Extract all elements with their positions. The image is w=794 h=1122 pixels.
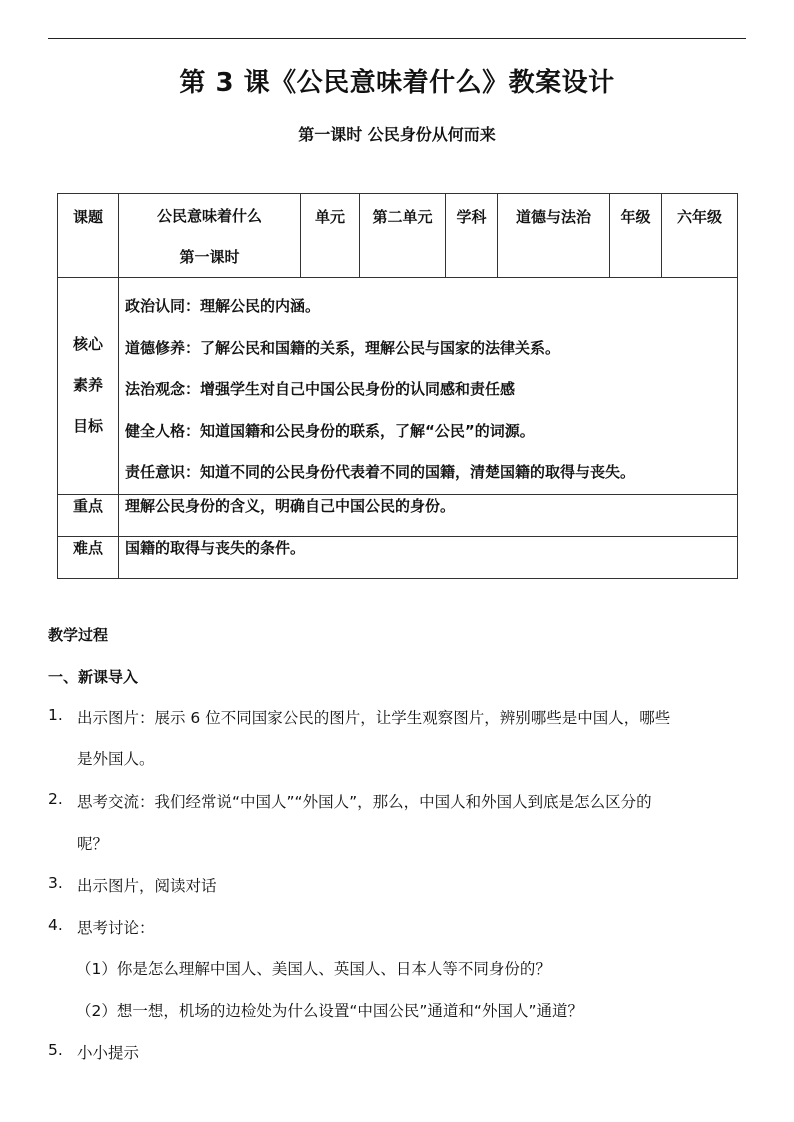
sub-list-item: （2）想一想，机场的边检处为什么设置“中国公民”通道和“外国人”通道？ bbox=[76, 1002, 583, 1020]
key-point-label: 重点 bbox=[58, 494, 119, 536]
lesson-plan-table bbox=[57, 193, 738, 579]
core-label-line: 素养 bbox=[72, 376, 103, 395]
goal-item: 法治观念：增强学生对自己中国公民身份的认同感和责任感 bbox=[125, 380, 516, 398]
document-subtitle: 第一课时 公民身份从何而来 bbox=[298, 125, 496, 144]
subject-label: 学科 bbox=[456, 208, 487, 226]
section-heading-intro: 一、新课导入 bbox=[48, 668, 139, 686]
list-text: 呢？ bbox=[77, 835, 109, 853]
table-row bbox=[58, 536, 738, 578]
goal-item: 健全人格：知道国籍和公民身份的联系，了解“公民”的词源。 bbox=[125, 421, 535, 440]
list-number: 4. bbox=[48, 916, 63, 934]
table-row bbox=[58, 194, 738, 278]
list-text: 是外国人。 bbox=[77, 750, 155, 768]
list-number: 2. bbox=[48, 790, 63, 808]
core-label-line: 核心 bbox=[72, 335, 103, 354]
difficult-point-value: 国籍的取得与丧失的条件。 bbox=[119, 536, 738, 578]
grade-label: 年级 bbox=[620, 208, 651, 226]
document-title: 第 3 课《公民意味着什么》教案设计 bbox=[179, 68, 615, 98]
unit-label-cell bbox=[301, 194, 360, 278]
core-label-line: 目标 bbox=[72, 417, 103, 436]
sub-list-item: （1）你是怎么理解中国人、美国人、英国人、日本人等不同身份的？ bbox=[76, 960, 551, 978]
subject-value: 道德与法治 bbox=[515, 208, 591, 226]
topic-label: 课题 bbox=[72, 208, 103, 226]
list-text: 思考交流：我们经常说“中国人”“外国人”，那么，中国人和外国人到底是怎么区分的 bbox=[77, 793, 652, 811]
header-rule bbox=[48, 38, 746, 39]
table-row bbox=[58, 278, 738, 495]
list-number: 1. bbox=[48, 706, 63, 724]
grade-value-cell bbox=[662, 194, 738, 278]
goal-item: 道德修养：了解公民和国籍的关系，理解公民与国家的法律关系。 bbox=[125, 338, 561, 357]
grade-value: 六年级 bbox=[676, 208, 722, 226]
list-number: 3. bbox=[48, 874, 63, 892]
core-goals-cell bbox=[119, 278, 738, 495]
list-text: 小小提示 bbox=[77, 1044, 140, 1062]
goal-item: 政治认同：理解公民的内涵。 bbox=[125, 297, 321, 315]
grade-label-cell bbox=[610, 194, 662, 278]
subject-value-cell bbox=[498, 194, 610, 278]
topic-line2: 第一课时 bbox=[179, 248, 240, 266]
process-heading: 教学过程 bbox=[48, 626, 109, 644]
list-text: 出示图片，阅读对话 bbox=[77, 877, 217, 895]
table-row bbox=[58, 494, 738, 536]
list-number: 5. bbox=[48, 1041, 63, 1059]
unit-value-cell bbox=[360, 194, 446, 278]
subject-label-cell bbox=[446, 194, 498, 278]
topic-value-cell bbox=[119, 194, 301, 278]
core-goal-label-cell bbox=[58, 278, 119, 495]
list-text: 思考讨论： bbox=[77, 919, 155, 937]
topic-label-cell bbox=[58, 194, 119, 278]
unit-value: 第二单元 bbox=[372, 208, 433, 226]
difficult-point-label: 难点 bbox=[58, 536, 119, 578]
unit-label: 单元 bbox=[314, 208, 345, 226]
key-point-value: 理解公民身份的含义，明确自己中国公民的身份。 bbox=[119, 494, 738, 536]
topic-line1: 公民意味着什么 bbox=[156, 207, 262, 225]
list-text: 出示图片：展示 6 位不同国家公民的图片，让学生观察图片，辨别哪些是中国人，哪些 bbox=[77, 709, 671, 727]
goal-item: 责任意识：知道不同的公民身份代表着不同的国籍，清楚国籍的取得与丧失。 bbox=[125, 463, 636, 481]
